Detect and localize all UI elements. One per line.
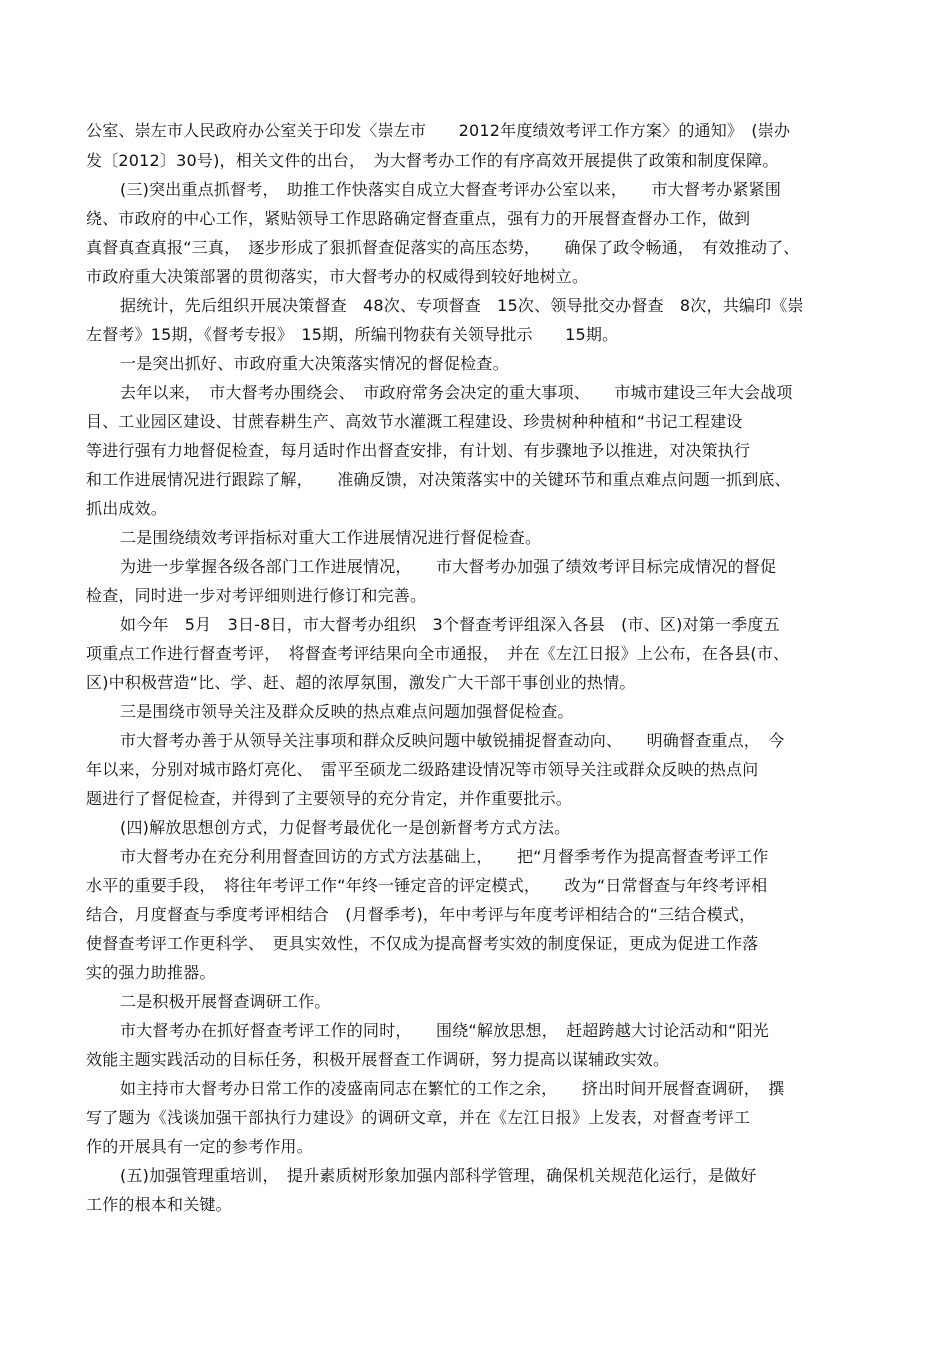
text-line: 据统计，先后组织开展决策督查 48次、专项督查 15次、领导批交办督查 8次，共编印《崇 bbox=[120, 296, 804, 315]
text-line: 目、工业园区建设、甘蔗春耕生产、高效节水灌溉工程建设、珍贵树种种植和“书记工程建设 bbox=[86, 412, 743, 431]
text-line: 为进一步掌握各级各部门工作进展情况， 市大督考办加强了绩效考评目标完成情况的督促 bbox=[120, 557, 777, 576]
text-line: 实的强力助推器。 bbox=[86, 963, 216, 982]
paragraph-heading: 三是围绕市领导关注及群众反映的热点难点问题加强督促检查。 bbox=[120, 702, 574, 721]
text-line: 区)中积极营造“比、学、赶、超的浓厚氛围，激发广大干部干事创业的热情。 bbox=[86, 673, 636, 692]
text-line: 作的开展具有一定的参考作用。 bbox=[86, 1137, 313, 1156]
text-line: 抓出成效。 bbox=[86, 499, 168, 518]
paragraph-heading: 二是积极开展督查调研工作。 bbox=[120, 992, 331, 1011]
paragraph-heading: (四)解放思想创方式，力促督考最优化一是创新督考方式方法。 bbox=[120, 818, 571, 837]
text-line: 真督真查真报“三真， 逐步形成了狠抓督查促落实的高压态势， 确保了政令畅通， 有效推动了、 bbox=[86, 238, 800, 257]
text-line: 左督考》15期，《督考专报》 15期，所编刊物获有关领导批示 15期。 bbox=[86, 325, 619, 344]
paragraph-heading: 二是围绕绩效考评指标对重大工作进展情况进行督促检查。 bbox=[120, 528, 542, 547]
text-line: 结合，月度督查与季度考评相结合 (月督季考)，年中考评与年度考评相结合的“三结合模式， bbox=[86, 905, 756, 924]
text-line: 如今年 5月 3日-8日，市大督考办组织 3个督查考评组深入各县 (市、区)对第一季度五 bbox=[120, 615, 780, 634]
text-line: 使督查考评工作更科学、 更具实效性，不仅成为提高督考实效的制度保证，更成为促进工作落 bbox=[86, 934, 759, 953]
text-line: 检查，同时进一步对考评细则进行修订和完善。 bbox=[86, 586, 427, 605]
text-line: 和工作进展情况进行跟踪了解， 准确反馈，对决策落实中的关键环节和重点难点问题一抓到底、 bbox=[86, 470, 791, 489]
text-line: 市大督考办善于从领导关注事项和群众反映问题中敏锐捕捉督查动向、 明确督查重点， 今 bbox=[120, 731, 785, 750]
text-line: 发〔2012〕30号)，相关文件的出台， 为大督考办工作的有序高效开展提供了政策和制度保障。 bbox=[86, 151, 779, 170]
text-line: 题进行了督促检查，并得到了主要领导的充分肯定，并作重要批示。 bbox=[86, 789, 573, 808]
text-line: 市政府重大决策部署的贯彻落实，市大督考办的权威得到较好地树立。 bbox=[86, 267, 589, 286]
text-line: 如主持市大督考办日常工作的凌盛南同志在繁忙的工作之余， 挤出时间开展督查调研， 撰 bbox=[120, 1079, 785, 1098]
text-line: 效能主题实践活动的目标任务，积极开展督查工作调研，努力提高以谋辅政实效。 bbox=[86, 1050, 670, 1069]
paragraph-heading: 一是突出抓好、市政府重大决策落实情况的督促检查。 bbox=[120, 354, 509, 373]
text-line: 项重点工作进行督查考评， 将督查考评结果向全市通报， 并在《左江日报》上公布，在各县(市、 bbox=[86, 644, 790, 663]
text-line: 年以来，分别对城市路灯亮化、 雷平至硕龙二级路建设情况等市领导关注或群众反映的热点问 bbox=[86, 760, 759, 779]
text-line: 去年以来， 市大督考办围绕会、 市政府常务会决定的重大事项、 市城市建设三年大会战项 bbox=[120, 383, 793, 402]
text-line: 等进行强有力地督促检查，每月适时作出督查安排，有计划、有步骤地予以推进，对决策执行 bbox=[86, 441, 751, 460]
text-line: 水平的重要手段， 将往年考评工作“年终一锤定音的评定模式， 改为“日常督查与年终考评相 bbox=[86, 876, 768, 895]
paragraph-heading: (三)突出重点抓督考， 助推工作快落实自成立大督查考评办公室以来， 市大督考办紧紧围 bbox=[120, 180, 782, 199]
text-line: 市大督考办在充分利用督查回访的方式方法基础上， 把“月督季考作为提高督查考评工作 bbox=[120, 847, 769, 866]
text-line: 公室、崇左市人民政府办公室关于印发〈崇左市 2012年度绩效考评工作方案〉的通知》 (崇办 bbox=[86, 121, 791, 140]
text-line: 绕、市政府的中心工作，紧贴领导工作思路确定督查重点，强有力的开展督查督办工作，做到 bbox=[86, 209, 751, 228]
text-line: 写了题为《浅谈加强干部执行力建设》的调研文章，并在《左江日报》上发表，对督查考评工 bbox=[86, 1108, 751, 1127]
paragraph-heading: (五)加强管理重培训， 提升素质树形象加强内部科学管理，确保机关规范化运行，是做好 bbox=[120, 1166, 757, 1185]
text-line: 市大督考办在抓好督查考评工作的同时， 围绕“解放思想， 赶超跨越大讨论活动和“阳光 bbox=[120, 1021, 769, 1040]
text-line: 工作的根本和关键。 bbox=[86, 1195, 232, 1214]
